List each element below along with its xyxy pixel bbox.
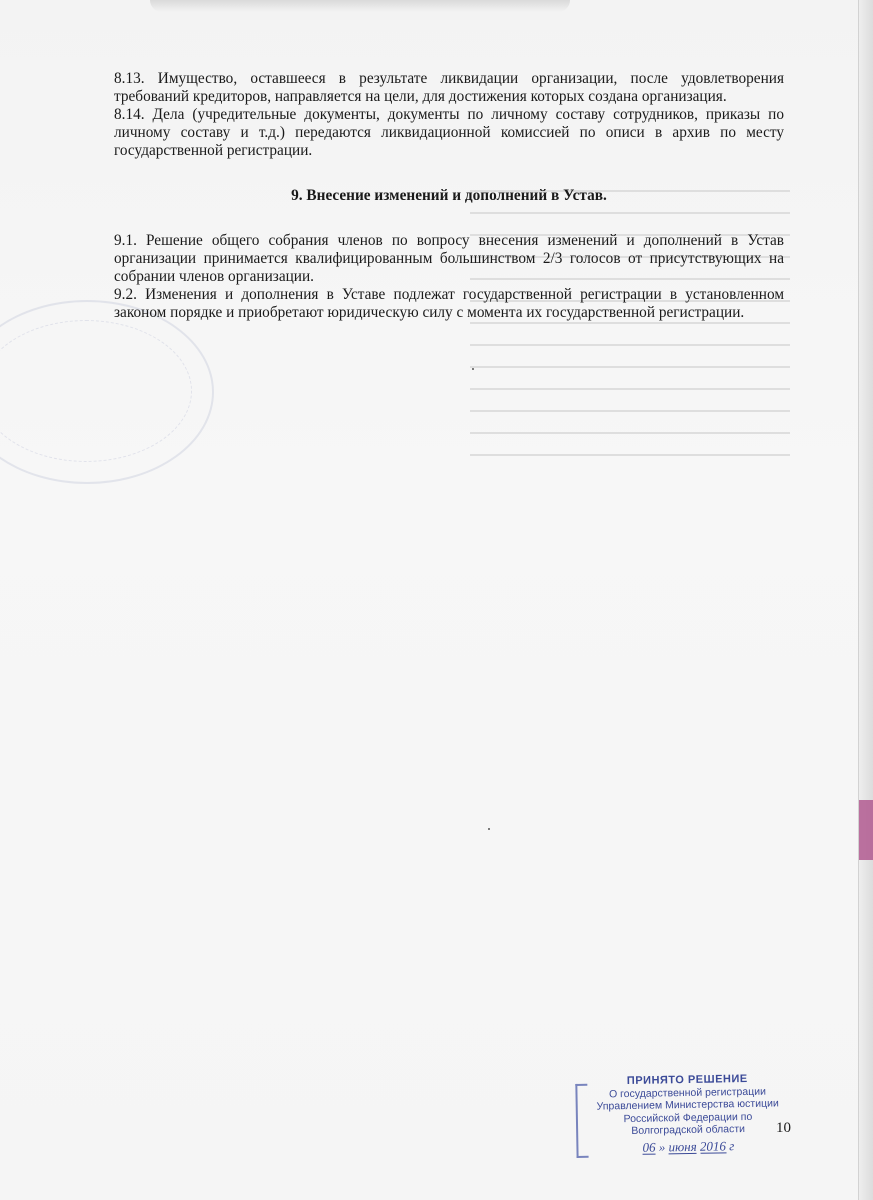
binder-tab	[859, 800, 873, 860]
stamp-line: Российской Федерации по	[623, 1110, 753, 1125]
page-edge	[858, 0, 873, 1200]
document-body	[114, 70, 784, 322]
stamp-date-month: июня	[668, 1138, 697, 1154]
stamp-line: Управлением Министерства юстиции	[596, 1097, 779, 1113]
clause-9-2: 9.2. Изменения и дополнения в Уставе подлежат государственной регистрации в установленном законом порядке и приобретают юридическую силу с момента их государственной регистрации.	[114, 286, 784, 321]
stamp-date-day: 06	[642, 1139, 656, 1155]
page-number: 10	[776, 1120, 791, 1136]
stamp-bracket	[575, 1084, 588, 1158]
stamp-date: 06 » июня 2016 г	[642, 1137, 735, 1155]
clause-8-14: 8.14. Дела (учредительные документы, документы по личному составу сотрудников, приказы по личному составу и т.д.) передаются ликвидационной комиссией по описи в архив по месту государственной регистрации.	[114, 106, 784, 159]
ink-speck	[488, 828, 490, 830]
section-9-heading: 9. Внесение изменений и дополнений в Устав.	[291, 187, 607, 204]
clause-9-1: 9.1. Решение общего собрания членов по вопросу внесения изменений и дополнений в Устав организации принимается квалифицированным большинством 2/3 голосов от присутствующих на собрании членов организации.	[114, 232, 784, 285]
ink-speck	[472, 368, 474, 370]
stamp-title: ПРИНЯТО РЕШЕНИЕ	[626, 1072, 748, 1088]
stamp-date-suffix: г	[729, 1137, 735, 1153]
clause-8-13: 8.13. Имущество, оставшееся в результате ликвидации организации, после удовлетворения требований кредиторов, направляется на цели, для достижения которых создана организация.	[114, 70, 784, 105]
registration-stamp	[573, 1072, 803, 1172]
stamp-line: О государственной регистрации	[608, 1085, 767, 1100]
stamp-date-year: 2016	[699, 1137, 727, 1154]
fold-shadow	[150, 0, 570, 12]
stamp-line: Волгоградской области	[631, 1123, 746, 1137]
